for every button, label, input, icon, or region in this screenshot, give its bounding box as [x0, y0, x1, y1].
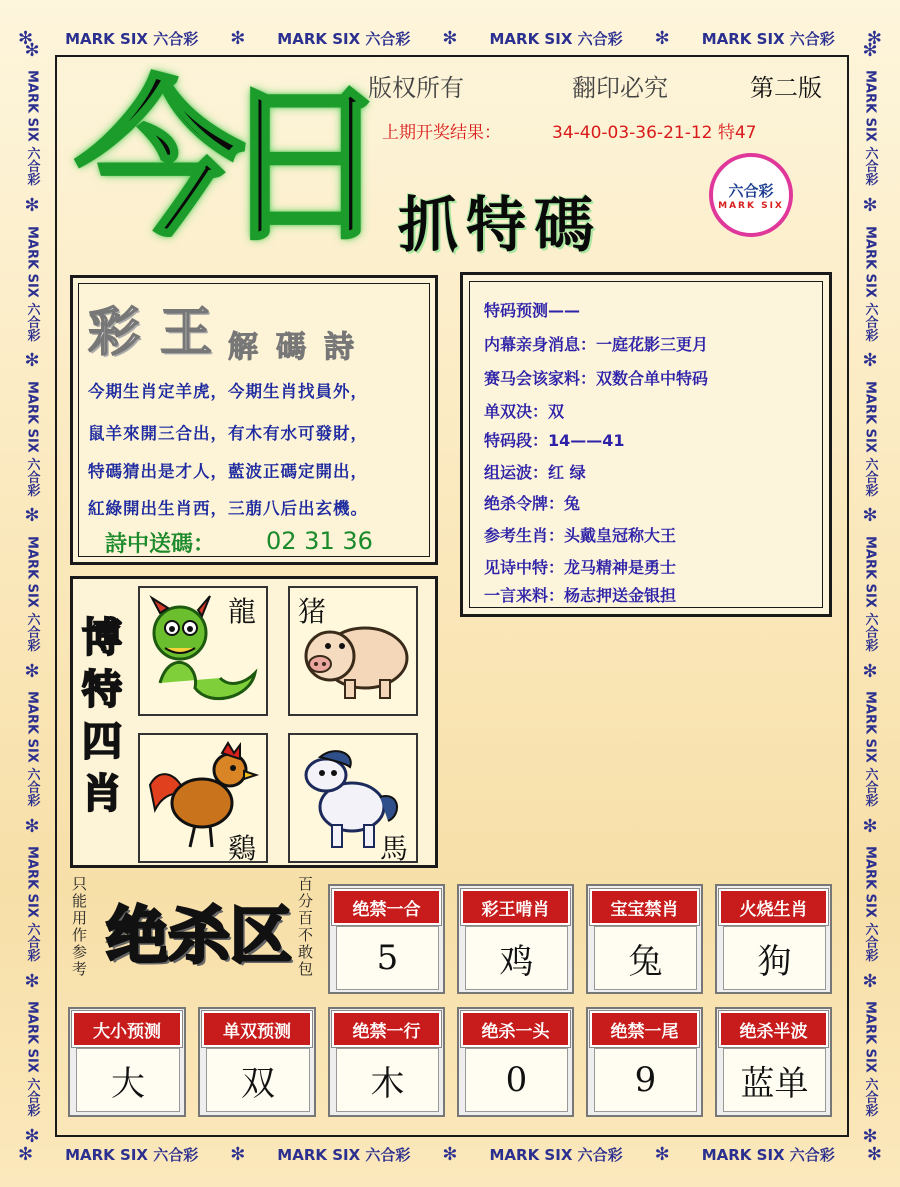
logo [709, 153, 793, 237]
grid1-head-1: 绝禁一合 [332, 889, 441, 925]
grid2-head-3: 绝禁一行 [332, 1011, 441, 1047]
prediction-line-7: 绝杀令牌：兔 [484, 494, 581, 513]
poem-line-2: 鼠羊來開三合出，有木有水可發財， [88, 424, 368, 443]
zodiac-label-rooster: 鷄 [228, 832, 257, 865]
border-brand-text: MARK SIX 六合彩 [277, 29, 411, 48]
grid1-head-3: 宝宝禁肖 [590, 889, 699, 925]
grid1-head-2: 彩王啃肖 [461, 889, 570, 925]
border-brand-text: MARK SIX 六合彩 [24, 70, 40, 186]
poem-line-4: 紅綠開出生肖西，三萠八后出玄機。 [88, 499, 368, 518]
grid2-value-6: 蓝单 [723, 1048, 826, 1112]
border-brand-text: MARK SIX 六合彩 [24, 535, 40, 652]
border-flower-icon: ✻ [24, 350, 40, 372]
border-flower-icon: ✻ [230, 27, 246, 49]
grid2-head-6: 绝杀半波 [719, 1011, 828, 1047]
border-brand-text: MARK SIX 六合彩 [24, 225, 40, 341]
border-flower-icon: ✻ [442, 27, 458, 49]
border-brand-text: MARK SIX 六合彩 [862, 380, 878, 497]
prediction-line-8: 参考生肖：头戴皇冠称大王 [484, 526, 677, 545]
border-flower-icon: ✻ [24, 195, 40, 217]
kill-zone-left-note: 只能用作参考 [72, 875, 88, 978]
grid2-head-2: 单双预测 [202, 1011, 312, 1047]
zodiac-cell-rooster [138, 733, 268, 863]
poem-heading-small: 解碼詩 [228, 330, 372, 365]
zodiac-cell-dragon [138, 586, 268, 716]
border-brand-text: MARK SIX 六合彩 [862, 535, 878, 652]
prediction-line-10: 一言来料：杨志押送金银担 [484, 586, 677, 605]
border-brand-text: MARK SIX 六合彩 [489, 1145, 623, 1164]
grid2-value-1: 大 [76, 1048, 180, 1112]
grid1-value-4: 狗 [723, 926, 826, 990]
prediction-line-9: 见诗中特：龙马精神是勇士 [484, 558, 677, 577]
poem-line-3: 特碼猜出是才人，藍波正碼定開出， [88, 462, 368, 481]
logo-cn: 六合彩 [728, 181, 774, 200]
border-left [18, 40, 46, 1147]
grid2-head-4: 绝杀一头 [461, 1011, 570, 1047]
border-right [856, 40, 884, 1147]
last-result-label: 上期开奖结果： [382, 123, 501, 143]
border-brand-text: MARK SIX 六合彩 [701, 29, 835, 48]
grid2-value-5: 9 [594, 1048, 697, 1112]
zodiac-cell-horse [288, 733, 418, 863]
grid1-value-3: 兔 [594, 926, 697, 990]
grid2-value-3: 木 [336, 1048, 439, 1112]
title-char-2: 日 [220, 65, 391, 265]
border-brand-text: MARK SIX 六合彩 [862, 1001, 878, 1117]
border-brand-text: MARK SIX 六合彩 [24, 846, 40, 962]
border-brand-text: MARK SIX 六合彩 [24, 690, 40, 807]
four-zodiac-side-label [82, 612, 122, 820]
border-bottom [18, 1140, 882, 1168]
border-flower-icon: ✻ [862, 195, 878, 217]
side-char-1: 博 [82, 614, 122, 661]
border-brand-text: MARK SIX 六合彩 [862, 70, 878, 186]
zodiac-cell-pig [288, 586, 418, 716]
grid2-value-4: 0 [465, 1048, 568, 1112]
no-reprint-text: 翻印必究 [572, 74, 668, 102]
border-flower-icon: ✻ [862, 970, 878, 992]
grid2-head-5: 绝禁一尾 [590, 1011, 699, 1047]
grid2-head-1: 大小预测 [72, 1011, 182, 1047]
border-flower-icon: ✻ [24, 970, 40, 992]
logo-en: MARK SIX [718, 200, 784, 211]
grid1-value-2: 鸡 [465, 926, 568, 990]
border-flower-icon: ✻ [862, 1125, 878, 1147]
poem-gift-numbers: 02 31 36 [266, 527, 373, 555]
border-flower-icon: ✻ [24, 505, 40, 527]
border-brand-text: MARK SIX 六合彩 [489, 29, 623, 48]
border-brand-text: MARK SIX 六合彩 [65, 29, 199, 48]
border-flower-icon: ✻ [862, 660, 878, 682]
prediction-line-3: 赛马会该家料：双数合单中特码 [484, 369, 709, 388]
border-flower-icon: ✻ [442, 1143, 458, 1165]
border-top [18, 24, 882, 52]
border-brand-text: MARK SIX 六合彩 [701, 1145, 835, 1164]
side-char-3: 四 [82, 718, 122, 765]
border-brand-text: MARK SIX 六合彩 [862, 846, 878, 962]
border-brand-text: MARK SIX 六合彩 [24, 380, 40, 497]
grid1-head-4: 火烧生肖 [719, 889, 828, 925]
border-brand-text: MARK SIX 六合彩 [277, 1145, 411, 1164]
grid2-value-2: 双 [206, 1048, 310, 1112]
border-flower-icon: ✻ [24, 815, 40, 837]
poem-heading-big: 彩王 [88, 302, 233, 363]
border-flower-icon: ✻ [866, 27, 882, 49]
border-brand-text: MARK SIX 六合彩 [65, 1145, 199, 1164]
border-flower-icon: ✻ [24, 660, 40, 682]
side-char-2: 特 [82, 666, 122, 713]
border-flower-icon: ✻ [18, 1143, 34, 1165]
grid1-value-1: 5 [336, 926, 439, 990]
last-result-value: 34-40-03-36-21-12 特47 [552, 123, 757, 143]
border-flower-icon: ✻ [24, 1125, 40, 1147]
border-flower-icon: ✻ [862, 505, 878, 527]
prediction-line-6: 组运波：红 绿 [484, 463, 586, 482]
prediction-line-4: 单双决：双 [484, 402, 565, 421]
kill-zone-right-note: 百分百不敢包 [298, 875, 314, 978]
prediction-line-5: 特码段：14——41 [484, 431, 625, 450]
border-brand-text: MARK SIX 六合彩 [862, 225, 878, 341]
copyright-text: 版权所有 [368, 74, 464, 102]
border-flower-icon: ✻ [654, 27, 670, 49]
title-char-1: 今 [75, 60, 246, 260]
border-flower-icon: ✻ [654, 1143, 670, 1165]
border-flower-icon: ✻ [862, 350, 878, 372]
border-flower-icon: ✻ [230, 1143, 246, 1165]
zodiac-label-dragon: 龍 [228, 595, 257, 628]
border-flower-icon: ✻ [18, 27, 34, 49]
prediction-line-1: 特码预测—— [484, 301, 581, 320]
edition-text: 第二版 [750, 74, 822, 102]
zodiac-label-horse: 馬 [380, 832, 409, 865]
border-flower-icon: ✻ [862, 40, 878, 61]
border-brand-text: MARK SIX 六合彩 [24, 1001, 40, 1117]
sub-title: 抓特碼 [398, 191, 602, 261]
poem-gift-label: 詩中送碼： [105, 531, 216, 557]
border-brand-text: MARK SIX 六合彩 [862, 690, 878, 807]
border-flower-icon: ✻ [866, 1143, 882, 1165]
zodiac-label-pig: 猪 [298, 595, 327, 628]
border-flower-icon: ✻ [862, 815, 878, 837]
border-flower-icon: ✻ [24, 40, 40, 61]
kill-zone-title: 绝杀区 [106, 899, 293, 972]
prediction-line-2: 内幕亲身消息：一庭花影三更月 [484, 335, 709, 354]
poem-line-1: 今期生肖定羊虎，今期生肖找員外， [88, 382, 368, 401]
side-char-4: 肖 [82, 770, 122, 817]
